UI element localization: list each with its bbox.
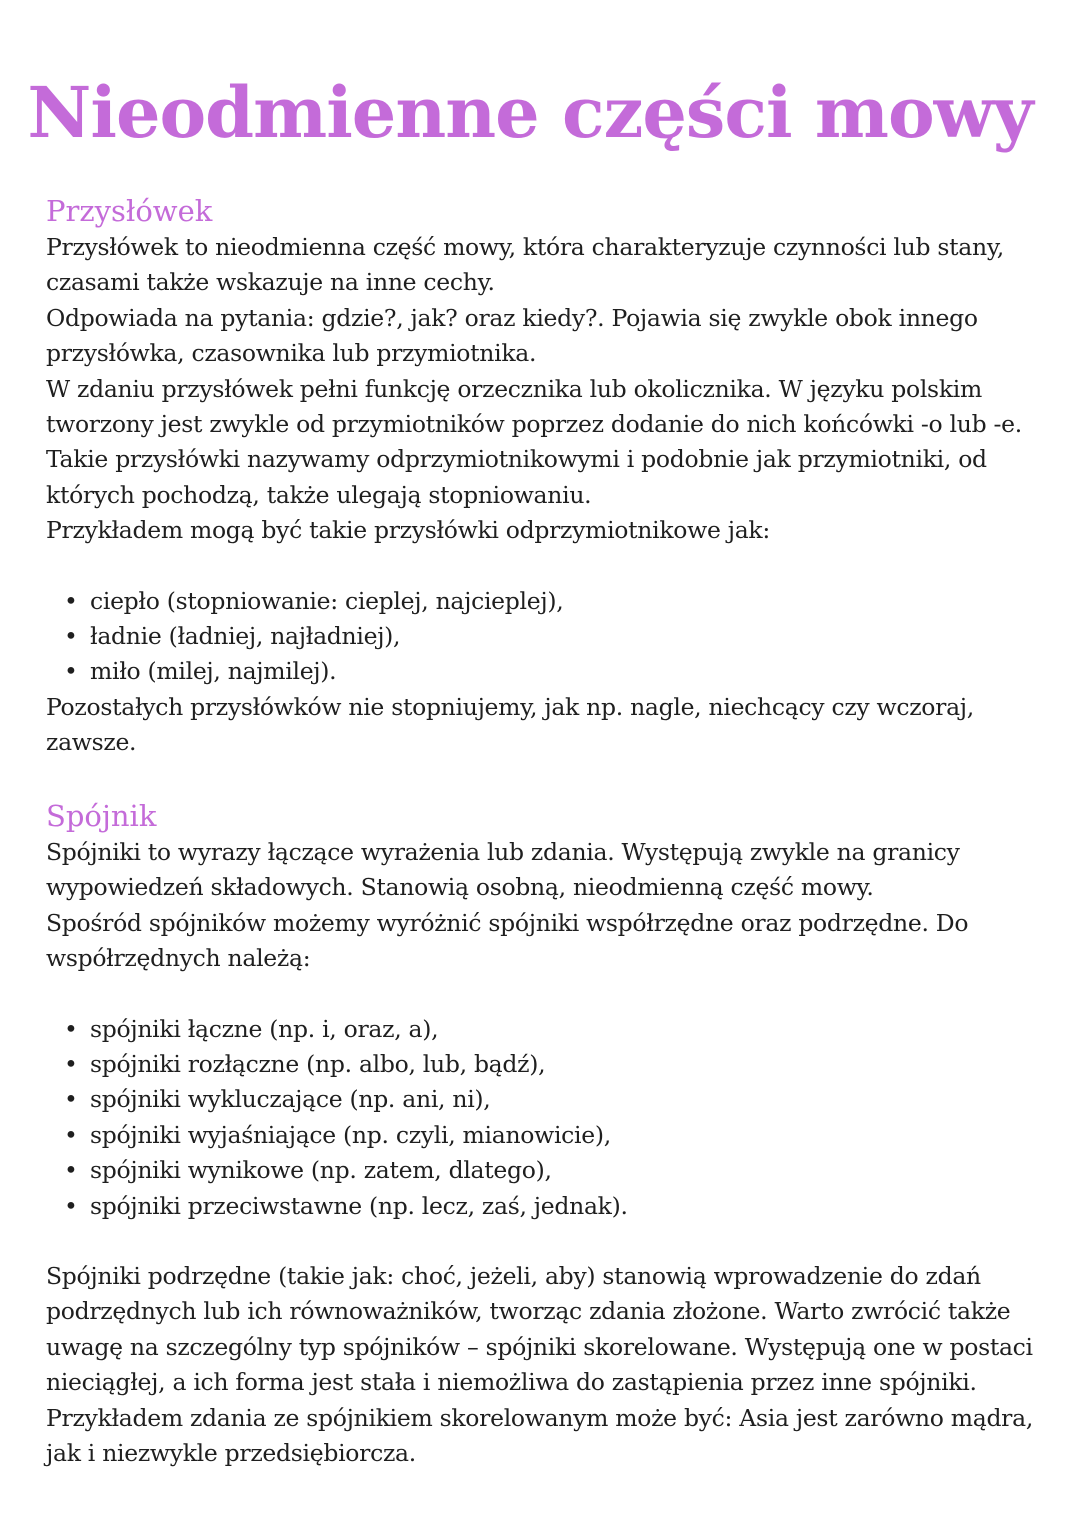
list-item: • spójniki łączne (np. i, oraz, a),	[46, 1012, 1056, 1047]
bullet-icon: •	[64, 1156, 78, 1185]
section-przyslowek	[46, 192, 1056, 761]
section-heading: Przysłówek	[46, 194, 213, 228]
paragraph: Spójniki podrzędne (takie jak: choć, jeżeli, aby) stanowią wprowadzenie do zdań podrzędnych lub ich równoważników, tworząc zdania złożone. Warto zwrócić także uwagę na szczególny typ spójników – spójniki skorelowane. Występują one w postaci nieciągłej, a ich forma jest stała i niemożliwa do zastąpienia przez inne spójniki. Przykładem zdania ze spójnikiem skorelowanym może być: Asia jest zarówno mądra, jak i niezwykle przedsiębiorcza.	[46, 1262, 1033, 1468]
list-item: • miło (milej, najmilej).	[46, 654, 1056, 689]
bullet-icon: •	[64, 586, 78, 615]
page-title: Nieodmienne części mowy	[27, 71, 1033, 154]
bullet-icon: •	[64, 1085, 78, 1114]
list-item: • ładnie (ładniej, najładniej),	[46, 619, 1056, 654]
section-heading: Spójnik	[46, 799, 157, 833]
paragraph: Przykładem mogą być takie przysłówki odprzymiotnikowe jak:	[46, 516, 770, 545]
paragraph: Pozostałych przysłówków nie stopniujemy, jak np. nagle, niechcący czy wczoraj, zawsze.	[46, 692, 974, 757]
list-item: • spójniki wynikowe (np. zatem, dlatego),	[46, 1153, 1056, 1188]
bullet-icon: •	[64, 1191, 78, 1220]
bullet-icon: •	[64, 657, 78, 686]
list-item: • spójniki wykluczające (np. ani, ni),	[46, 1082, 1056, 1117]
list-item: • spójniki rozłączne (np. albo, lub, bądź),	[46, 1047, 1056, 1082]
bullet-icon: •	[64, 1014, 78, 1043]
bullet-list	[46, 584, 1056, 690]
paragraph: Odpowiada na pytania: gdzie?, jak? oraz kiedy?. Pojawia się zwykle obok innego przysłówka, czasownika lub przymiotnika.	[46, 303, 978, 368]
bullet-icon: •	[64, 1050, 78, 1079]
paragraph: Spośród spójników możemy wyróżnić spójniki współrzędne oraz podrzędne. Do współrzędnych należą:	[46, 908, 969, 973]
list-item: • spójniki wyjaśniające (np. czyli, mianowicie),	[46, 1118, 1056, 1153]
list-item: • spójniki przeciwstawne (np. lecz, zaś, jednak).	[46, 1189, 1056, 1224]
bullet-icon: •	[64, 622, 78, 651]
bullet-icon: •	[64, 1120, 78, 1149]
paragraph: Spójniki to wyrazy łączące wyrażenia lub zdania. Występują zwykle na granicy wypowiedzeń składowych. Stanowią osobną, nieodmienną część mowy.	[46, 838, 960, 902]
paragraph: Przysłówek to nieodmienna część mowy, która charakteryzuje czynności lub stany, czasami także wskazuje na inne cechy.	[46, 233, 1004, 297]
list-item: • ciepło (stopniowanie: cieplej, najcieplej),	[46, 584, 1056, 619]
bullet-list	[46, 1012, 1056, 1224]
paragraph: W zdaniu przysłówek pełni funkcję orzecznika lub okolicznika. W języku polskim tworzony jest zwykle od przymiotników poprzez dodanie do nich końcówki -o lub -e. Takie przysłówki nazywamy odprzymiotnikowymi i podobnie jak przymiotniki, od których pochodzą, także ulegają stopniowaniu.	[46, 374, 1022, 509]
section-spojnik	[46, 797, 1056, 1472]
